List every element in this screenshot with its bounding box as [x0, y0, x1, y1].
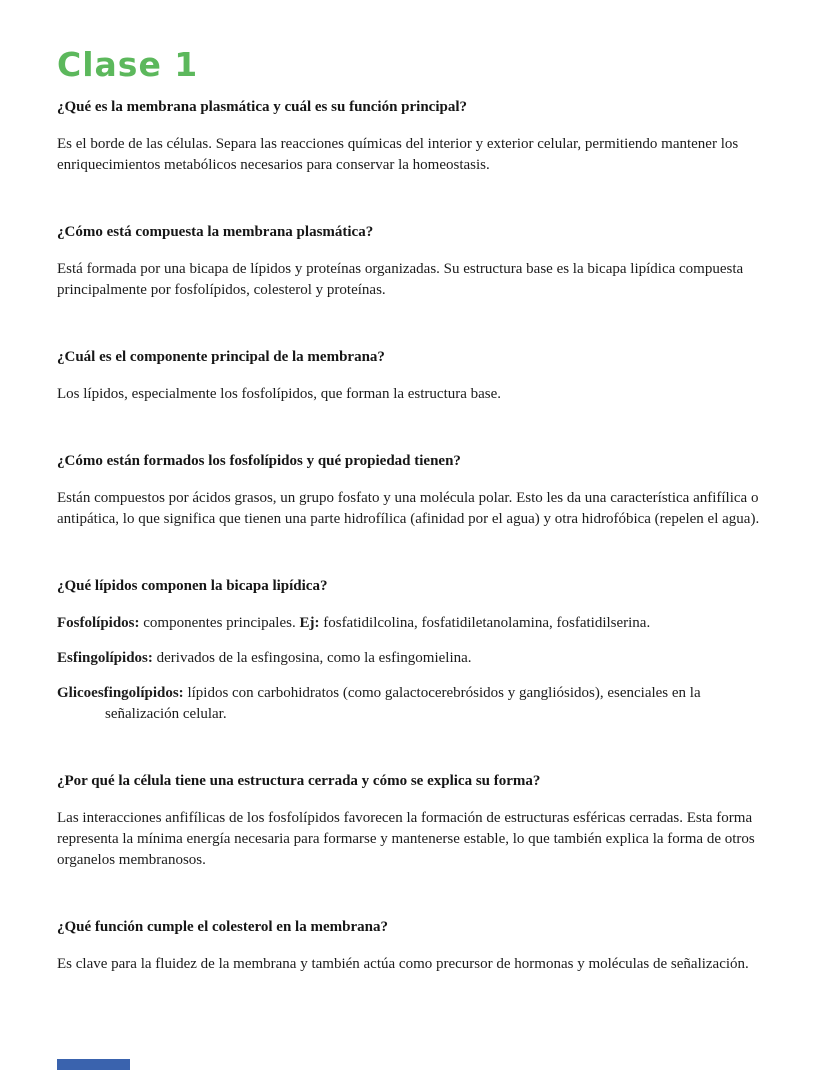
question-heading: ¿Qué lípidos componen la bicapa lipídica?	[57, 578, 328, 594]
qa-section	[57, 347, 771, 405]
answer-paragraph: Es clave para la fluidez de la membrana y también actúa como precursor de hormonas y moléculas de señalización.	[57, 956, 749, 972]
qa-section	[57, 222, 771, 301]
answer-paragraph: Están compuestos por ácidos grasos, un grupo fosfato y una molécula polar. Esto les da una característica anfifílica o antipática, lo que significa que tienen una parte hidrofílica (afinidad por el agua) y otra hidrofóbica (repelen el agua).	[57, 490, 760, 527]
qa-section	[57, 917, 771, 975]
answer-paragraph: Es el borde de las células. Separa las reacciones químicas del interior y exterior celular, permitiendo mantener los enriquecimientos metabólicos necesarios para conservar la homeostasis.	[57, 136, 739, 173]
page-title: Clase 1	[57, 45, 199, 84]
question-heading: ¿Cómo están formados los fosfolípidos y qué propiedad tienen?	[57, 453, 461, 469]
term-label: Esfingolípidos:	[57, 650, 153, 666]
question-heading: ¿Qué es la membrana plasmática y cuál es su función principal?	[57, 99, 468, 115]
clipped-blue-bar	[57, 1059, 130, 1070]
answer-paragraph: Está formada por una bicapa de lípidos y proteínas organizadas. Su estructura base es la bicapa lipídica compuesta principalmente por fosfolípidos, colesterol y proteínas.	[57, 261, 744, 298]
term-label: Fosfolípidos:	[57, 615, 140, 631]
lipid-item-fosfolipidos	[57, 613, 771, 634]
qa-section	[57, 771, 771, 871]
answer-paragraph: Las interacciones anfifílicas de los fosfolípidos favorecen la formación de estructuras esféricas cerradas. Esta forma representa la mínima energía necesaria para formarse y mantenerse estable, lo que también explica la forma de otros organelos membranosos.	[57, 810, 755, 868]
example-text: fosfatidilcolina, fosfatidiletanolamina, fosfatidilserina.	[319, 615, 651, 631]
item-text: lípidos con carbohidratos (como galactocerebrósidos y gangliósidos), esenciales en la señalización celular.	[105, 685, 701, 722]
question-heading: ¿Cuál es el componente principal de la membrana?	[57, 349, 385, 365]
question-heading: ¿Cómo está compuesta la membrana plasmática?	[57, 224, 374, 240]
qa-section-lipid-types	[57, 576, 771, 725]
item-text: componentes principales.	[139, 615, 300, 631]
term-label: Glicoesfingolípidos:	[57, 685, 184, 701]
lipid-item-esfingolipidos	[57, 648, 771, 669]
qa-section	[57, 97, 771, 176]
item-text: derivados de la esfingosina, como la esfingomielina.	[152, 650, 472, 666]
answer-paragraph: Los lípidos, especialmente los fosfolípidos, que forman la estructura base.	[57, 386, 502, 402]
lipid-item-glicoesfingolipidos	[57, 683, 771, 725]
qa-section	[57, 451, 771, 530]
example-label: Ej:	[299, 615, 320, 631]
document-content	[0, 46, 828, 975]
question-heading: ¿Qué función cumple el colesterol en la membrana?	[57, 919, 388, 935]
question-heading: ¿Por qué la célula tiene una estructura cerrada y cómo se explica su forma?	[57, 773, 541, 789]
